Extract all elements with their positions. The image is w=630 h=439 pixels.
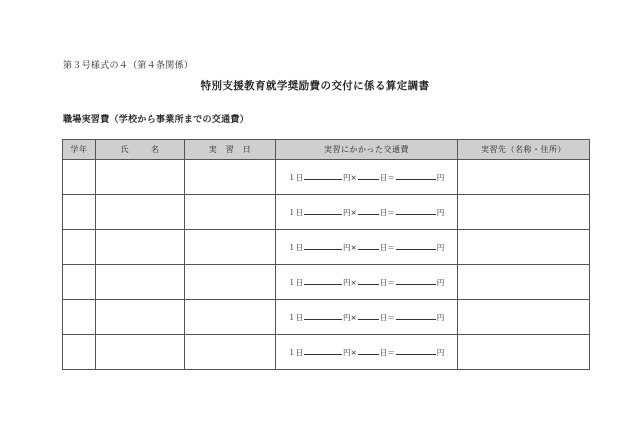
days-blank[interactable]	[358, 206, 379, 215]
days-blank[interactable]	[358, 241, 379, 250]
name-cell[interactable]	[96, 160, 185, 195]
days-equals-label: 日＝	[379, 313, 395, 322]
grade-cell[interactable]	[63, 230, 96, 265]
name-header-part-2: 名	[151, 145, 160, 154]
total-blank[interactable]	[396, 171, 436, 180]
grade-cell[interactable]	[63, 160, 96, 195]
per-day-label: １日	[288, 173, 303, 182]
yen-label: 円	[436, 173, 445, 182]
fare-amount-blank[interactable]	[304, 276, 342, 285]
days-blank[interactable]	[358, 171, 379, 180]
date-cell[interactable]	[185, 160, 276, 195]
name-cell[interactable]	[96, 300, 185, 335]
fare-amount-blank[interactable]	[304, 311, 342, 320]
grade-cell[interactable]	[63, 300, 96, 335]
yen-label: 円	[436, 278, 445, 287]
fare-formula	[276, 311, 457, 323]
days-blank[interactable]	[358, 311, 379, 320]
calculation-table	[62, 139, 590, 370]
total-blank[interactable]	[396, 346, 436, 355]
fare-amount-blank[interactable]	[304, 346, 342, 355]
name-header	[96, 140, 185, 160]
name-cell[interactable]	[96, 335, 185, 370]
yen-times-label: 円×	[343, 173, 357, 182]
yen-label: 円	[436, 313, 445, 322]
fare-formula	[276, 276, 457, 288]
days-equals-label: 日＝	[379, 243, 395, 252]
per-day-label: １日	[288, 208, 303, 217]
yen-times-label: 円×	[343, 278, 357, 287]
place-cell[interactable]	[458, 195, 590, 230]
table-row	[63, 335, 590, 370]
fare-amount-blank[interactable]	[304, 241, 342, 250]
fare-cell	[276, 160, 458, 195]
date-header: 実 習 日	[185, 140, 276, 160]
total-blank[interactable]	[396, 206, 436, 215]
fare-formula	[276, 346, 457, 358]
grade-cell[interactable]	[63, 335, 96, 370]
table-body	[63, 160, 590, 370]
per-day-label: １日	[288, 313, 303, 322]
date-cell[interactable]	[185, 300, 276, 335]
yen-times-label: 円×	[343, 208, 357, 217]
table-row	[63, 230, 590, 265]
days-equals-label: 日＝	[379, 348, 395, 357]
grade-header: 学年	[63, 140, 96, 160]
place-cell[interactable]	[458, 265, 590, 300]
fare-formula	[276, 171, 457, 183]
date-cell[interactable]	[185, 230, 276, 265]
place-cell[interactable]	[458, 230, 590, 265]
date-cell[interactable]	[185, 265, 276, 300]
yen-times-label: 円×	[343, 313, 357, 322]
place-header: 実習先（名称・住所）	[458, 140, 590, 160]
fare-amount-blank[interactable]	[304, 206, 342, 215]
place-cell[interactable]	[458, 335, 590, 370]
total-blank[interactable]	[396, 311, 436, 320]
total-blank[interactable]	[396, 241, 436, 250]
name-cell[interactable]	[96, 195, 185, 230]
name-header-part-1: 氏	[120, 145, 129, 154]
days-blank[interactable]	[358, 276, 379, 285]
name-cell[interactable]	[96, 230, 185, 265]
grade-cell[interactable]	[63, 265, 96, 300]
section-title: 職場実習費（学校から事業所までの交通費）	[63, 115, 250, 125]
fare-formula	[276, 241, 457, 253]
date-cell[interactable]	[185, 335, 276, 370]
place-cell[interactable]	[458, 160, 590, 195]
per-day-label: １日	[288, 243, 303, 252]
name-cell[interactable]	[96, 265, 185, 300]
fare-cell	[276, 230, 458, 265]
place-cell[interactable]	[458, 300, 590, 335]
table-row	[63, 300, 590, 335]
days-equals-label: 日＝	[379, 278, 395, 287]
form-number: 第３号様式の４（第４条関係）	[63, 61, 194, 71]
fare-cell	[276, 335, 458, 370]
days-blank[interactable]	[358, 346, 379, 355]
fare-formula	[276, 206, 457, 218]
per-day-label: １日	[288, 278, 303, 287]
total-blank[interactable]	[396, 276, 436, 285]
days-equals-label: 日＝	[379, 208, 395, 217]
document-title: 特別支援教育就学奨励費の交付に係る算定調書	[200, 80, 430, 92]
fare-cell	[276, 195, 458, 230]
date-cell[interactable]	[185, 195, 276, 230]
yen-times-label: 円×	[343, 348, 357, 357]
fare-header: 実習にかかった交通費	[276, 140, 458, 160]
grade-cell[interactable]	[63, 195, 96, 230]
yen-label: 円	[436, 348, 445, 357]
per-day-label: １日	[288, 348, 303, 357]
fare-cell	[276, 265, 458, 300]
days-equals-label: 日＝	[379, 173, 395, 182]
table-row	[63, 265, 590, 300]
table-row	[63, 195, 590, 230]
yen-label: 円	[436, 208, 445, 217]
table-row	[63, 160, 590, 195]
header-row	[63, 140, 590, 160]
fare-amount-blank[interactable]	[304, 171, 342, 180]
yen-times-label: 円×	[343, 243, 357, 252]
yen-label: 円	[436, 243, 445, 252]
fare-cell	[276, 300, 458, 335]
